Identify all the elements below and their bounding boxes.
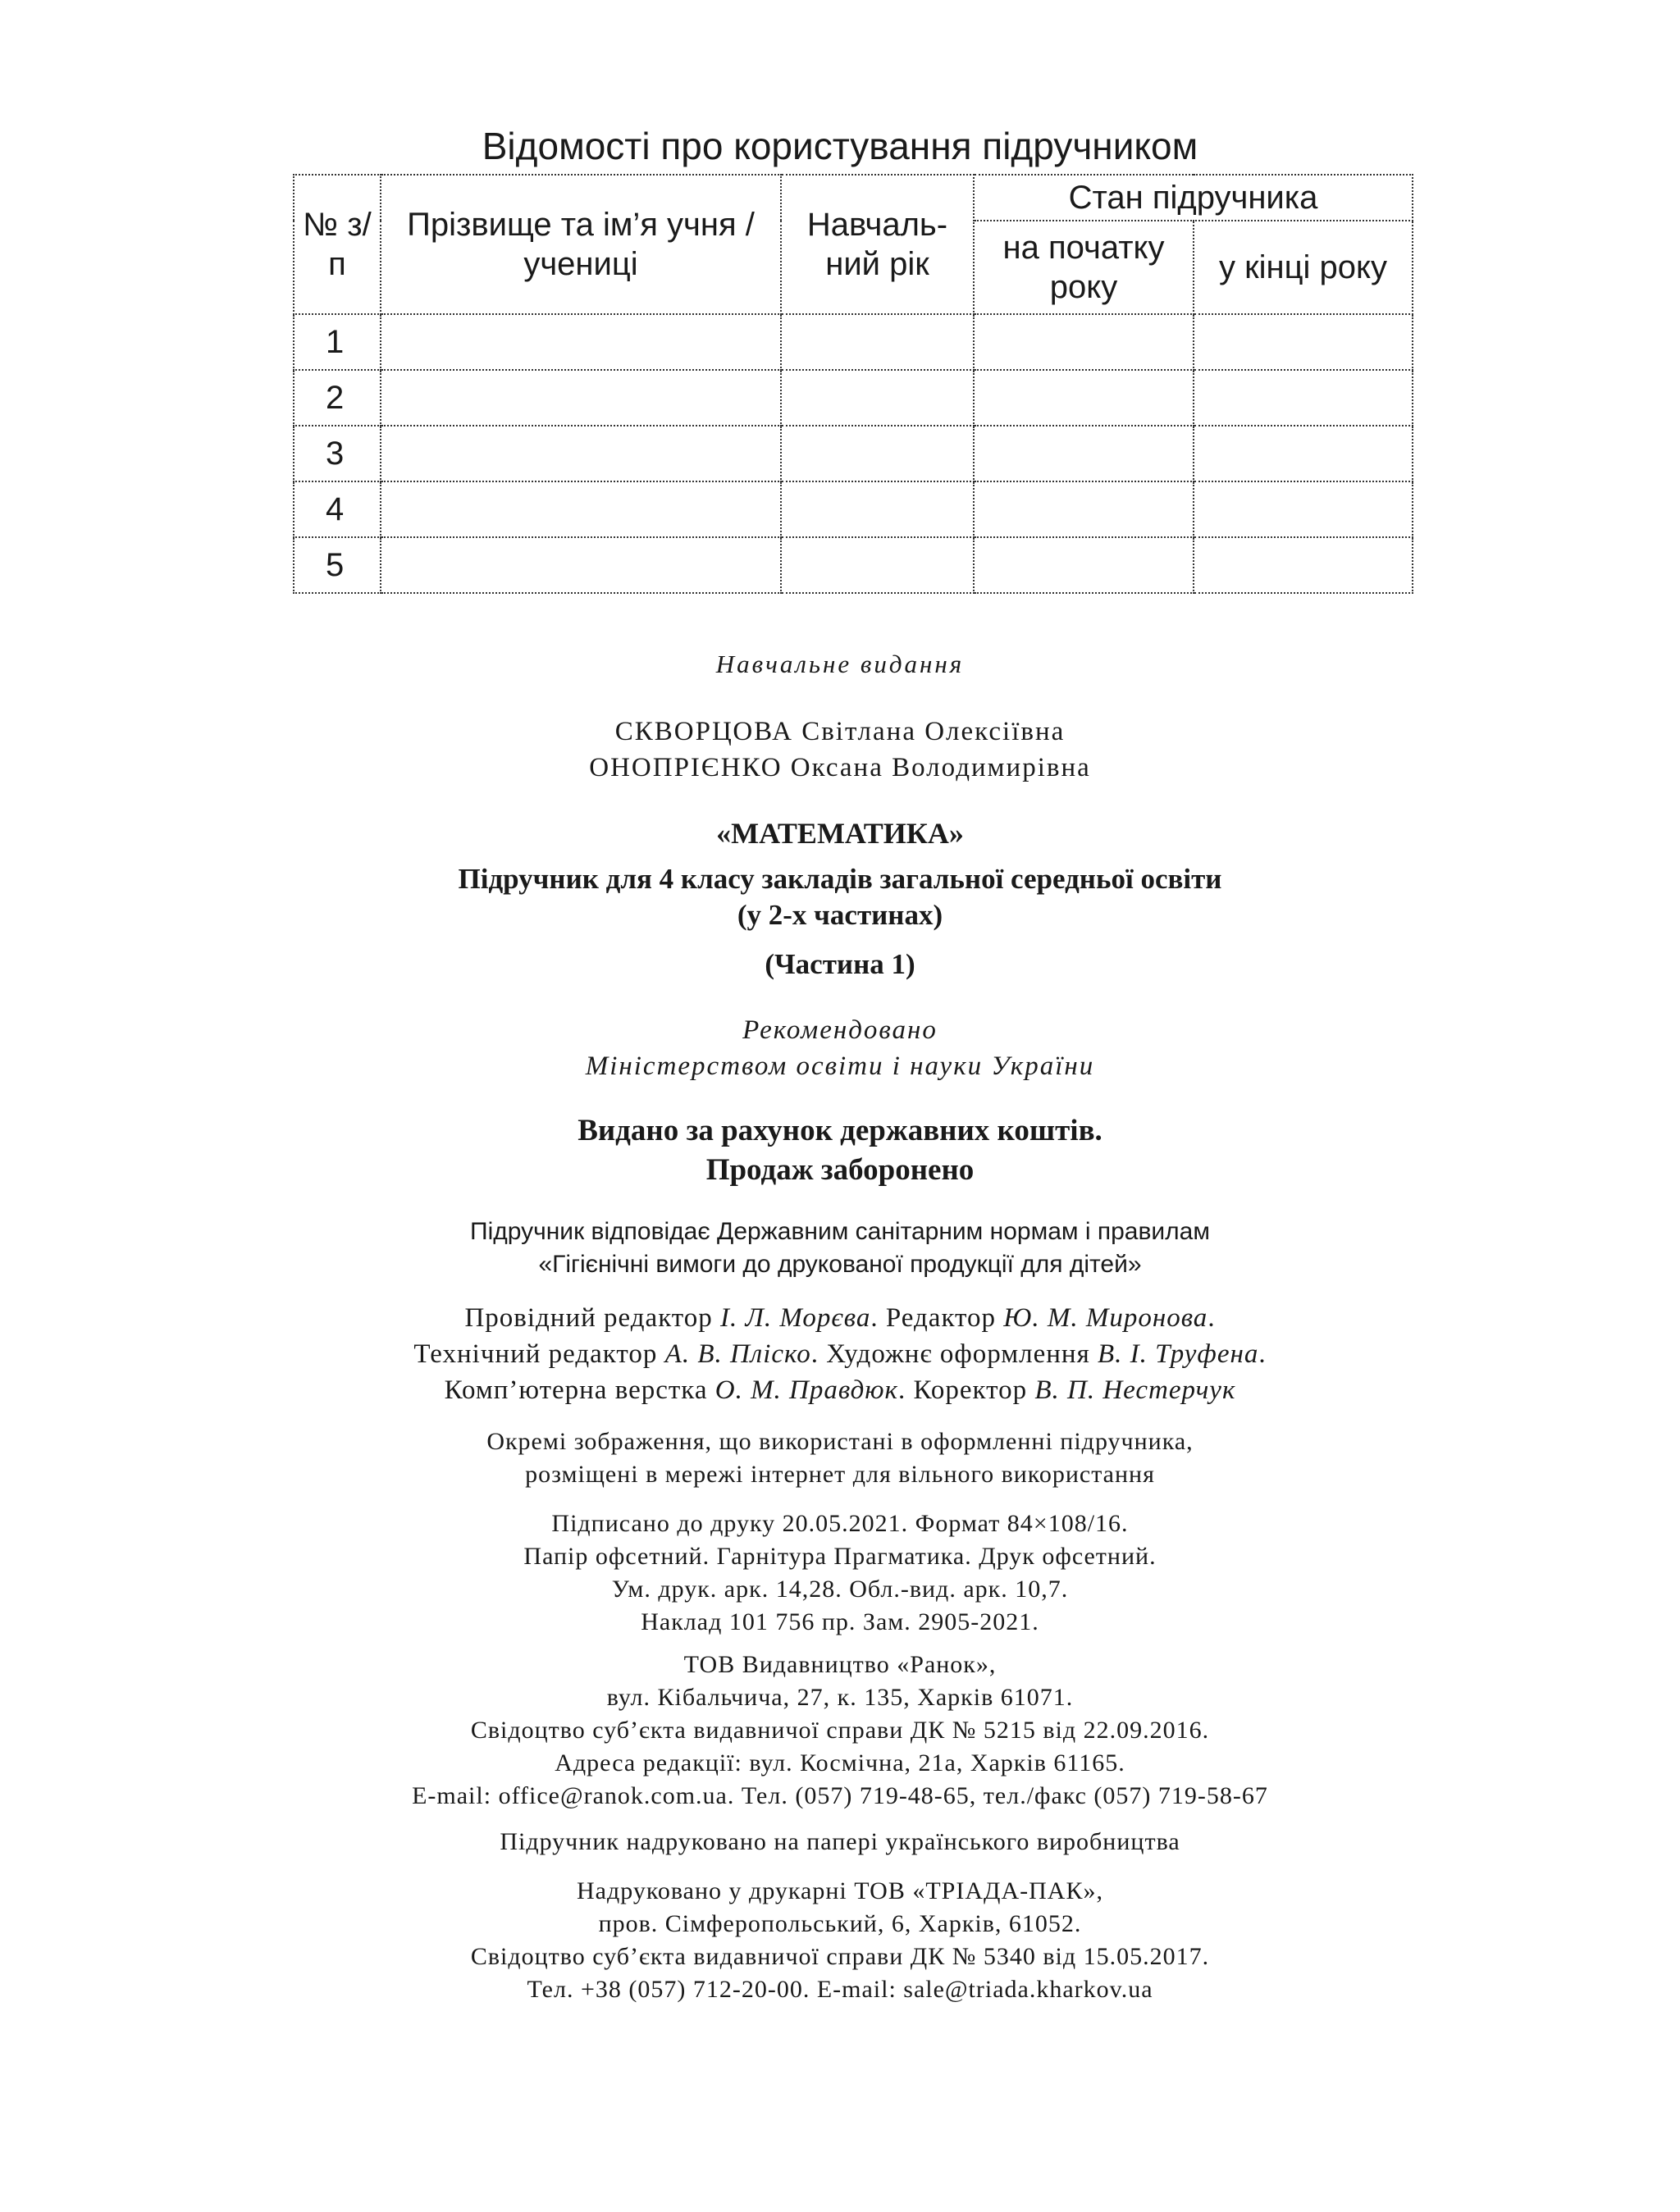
header-condition-start: на початку року <box>974 221 1194 314</box>
table-row <box>294 314 1413 370</box>
lead-editor-name: І. Л. Морєва <box>720 1303 871 1333</box>
corrector-name: В. П. Нестерчук <box>1034 1375 1236 1405</box>
sanitary-notice <box>0 1215 1680 1281</box>
book-title: «МАТЕМАТИКА» <box>716 817 964 850</box>
subtitle-line-2: (у 2-х частинах) <box>737 899 943 931</box>
paper-note: Підручник надруковано на папері українського виробництва <box>500 1828 1180 1855</box>
usage-table <box>293 174 1413 594</box>
printer-line-4: Тел. +38 (057) 712-20-00. E-mail: sale@triada.kharkov.ua <box>527 1976 1153 2003</box>
header-name: Прізвище та ім’я учня / учениці <box>381 175 781 314</box>
name-cell[interactable] <box>381 314 781 370</box>
header-year: Навчаль-ний рік <box>781 175 974 314</box>
table-row <box>294 537 1413 593</box>
state-funded-line-2: Продаж заборонено <box>705 1153 975 1187</box>
print-data <box>0 1507 1680 1639</box>
tech-editor-name: А. В. Пліско <box>664 1339 811 1369</box>
condition-end-cell[interactable] <box>1194 481 1413 537</box>
condition-start-cell[interactable] <box>974 537 1194 593</box>
header-num: № з/п <box>294 175 381 314</box>
recommendation <box>0 1012 1680 1084</box>
condition-end-cell[interactable] <box>1194 314 1413 370</box>
author-2: ОНОПРІЄНКО Оксана Володимирівна <box>589 753 1091 782</box>
print-data-line-3: Ум. друк. арк. 14,28. Обл.-вид. арк. 10,7. <box>611 1576 1069 1603</box>
images-note <box>0 1425 1680 1491</box>
authors <box>0 714 1680 786</box>
condition-end-cell[interactable] <box>1194 370 1413 426</box>
year-cell[interactable] <box>781 481 974 537</box>
state-funded-line-1: Видано за рахунок державних коштів. <box>578 1114 1102 1147</box>
editor-label: Редактор <box>885 1303 997 1333</box>
editors-line-1: Провідний редактор І. Л. Морєва. Редактор Ю. М. Миронова. <box>464 1303 1216 1333</box>
row-number: 2 <box>294 370 381 426</box>
subtitle-line-1: Підручник для 4 класу закладів загальної середньої освіти <box>458 863 1222 895</box>
book-part: (Частина 1) <box>765 948 915 980</box>
condition-start-cell[interactable] <box>974 370 1194 426</box>
printer-line-2: пров. Сімферопольський, 6, Харків, 61052. <box>598 1910 1082 1937</box>
year-cell[interactable] <box>781 370 974 426</box>
year-cell[interactable] <box>781 426 974 481</box>
book-subtitle <box>0 861 1680 933</box>
state-funded-notice <box>0 1111 1680 1190</box>
publisher-line-3: Свідоцтво суб’єкта видавничої справи ДК № 5215 від 22.09.2016. <box>470 1717 1210 1744</box>
layout-label: Комп’ютерна верстка <box>444 1375 708 1405</box>
art-name: В. І. Труфена <box>1098 1339 1259 1369</box>
condition-end-cell[interactable] <box>1194 537 1413 593</box>
sanitary-line-1: Підручник відповідає Державним санітарним нормам і правилам <box>470 1218 1210 1245</box>
table-row <box>294 426 1413 481</box>
publisher-line-1: ТОВ Видавництво «Ранок», <box>683 1651 997 1678</box>
images-note-line-2: розміщені в мережі інтернет для вільного використання <box>525 1461 1155 1488</box>
printer-line-1: Надруковано у друкарні ТОВ «ТРІАДА-ПАК», <box>577 1877 1103 1904</box>
tech-editor-label: Технічний редактор <box>413 1339 658 1369</box>
publisher-line-4: Адреса редакції: вул. Космічна, 21а, Харків 61165. <box>555 1749 1125 1776</box>
year-cell[interactable] <box>781 314 974 370</box>
row-number: 4 <box>294 481 381 537</box>
row-number: 1 <box>294 314 381 370</box>
lead-editor-label: Провідний редактор <box>464 1303 713 1333</box>
table-row <box>294 481 1413 537</box>
sanitary-line-2: «Гігієнічні вимоги до друкованої продукції для дітей» <box>538 1251 1142 1278</box>
table-row <box>294 370 1413 426</box>
editors-credits <box>0 1300 1680 1408</box>
corrector-label: Коректор <box>913 1375 1028 1405</box>
editors-line-3: Комп’ютерна верстка О. М. Правдюк. Коректор В. П. Нестерчук <box>444 1375 1236 1405</box>
name-cell[interactable] <box>381 481 781 537</box>
condition-start-cell[interactable] <box>974 481 1194 537</box>
author-1: СКВОРЦОВА Світлана Олексіївна <box>614 717 1066 746</box>
name-cell[interactable] <box>381 370 781 426</box>
header-condition-end: у кінці року <box>1194 221 1413 314</box>
print-data-line-4: Наклад 101 756 пр. Зам. 2905-2021. <box>641 1608 1039 1635</box>
publisher-line-2: вул. Кібальчича, 27, к. 135, Харків 61071. <box>606 1684 1074 1711</box>
name-cell[interactable] <box>381 537 781 593</box>
images-note-line-1: Окремі зображення, що використані в оформленні підручника, <box>486 1428 1194 1455</box>
row-number: 5 <box>294 537 381 593</box>
condition-start-cell[interactable] <box>974 426 1194 481</box>
printer-line-3: Свідоцтво суб’єкта видавничої справи ДК № 5340 від 15.05.2017. <box>470 1943 1210 1970</box>
name-cell[interactable] <box>381 426 781 481</box>
publisher-info <box>0 1649 1680 1813</box>
editors-line-2: Технічний редактор А. В. Пліско. Художнє оформлення В. І. Труфена. <box>413 1339 1267 1369</box>
publisher-line-5: E-mail: office@ranok.com.ua. Тел. (057) 719-48-65, тел./факс (057) 719-58-67 <box>412 1782 1268 1809</box>
layout-name: О. М. Правдюк <box>714 1375 898 1405</box>
art-label: Художнє оформлення <box>826 1339 1090 1369</box>
usage-table-title: Відомості про користування підручником <box>482 125 1198 167</box>
row-number: 3 <box>294 426 381 481</box>
edition-type: Навчальне видання <box>715 650 965 678</box>
print-data-line-1: Підписано до друку 20.05.2021. Формат 84×108/16. <box>551 1510 1129 1537</box>
printer-info <box>0 1875 1680 2006</box>
header-condition: Стан підручника <box>974 175 1413 221</box>
editor-name: Ю. М. Миронова <box>1003 1303 1208 1333</box>
condition-start-cell[interactable] <box>974 314 1194 370</box>
print-data-line-2: Папір офсетний. Гарнітура Прагматика. Друк офсетний. <box>523 1543 1157 1570</box>
year-cell[interactable] <box>781 537 974 593</box>
condition-end-cell[interactable] <box>1194 426 1413 481</box>
recommendation-line-1: Рекомендовано <box>742 1015 938 1045</box>
recommendation-line-2: Міністерством освіти і науки України <box>585 1051 1095 1081</box>
